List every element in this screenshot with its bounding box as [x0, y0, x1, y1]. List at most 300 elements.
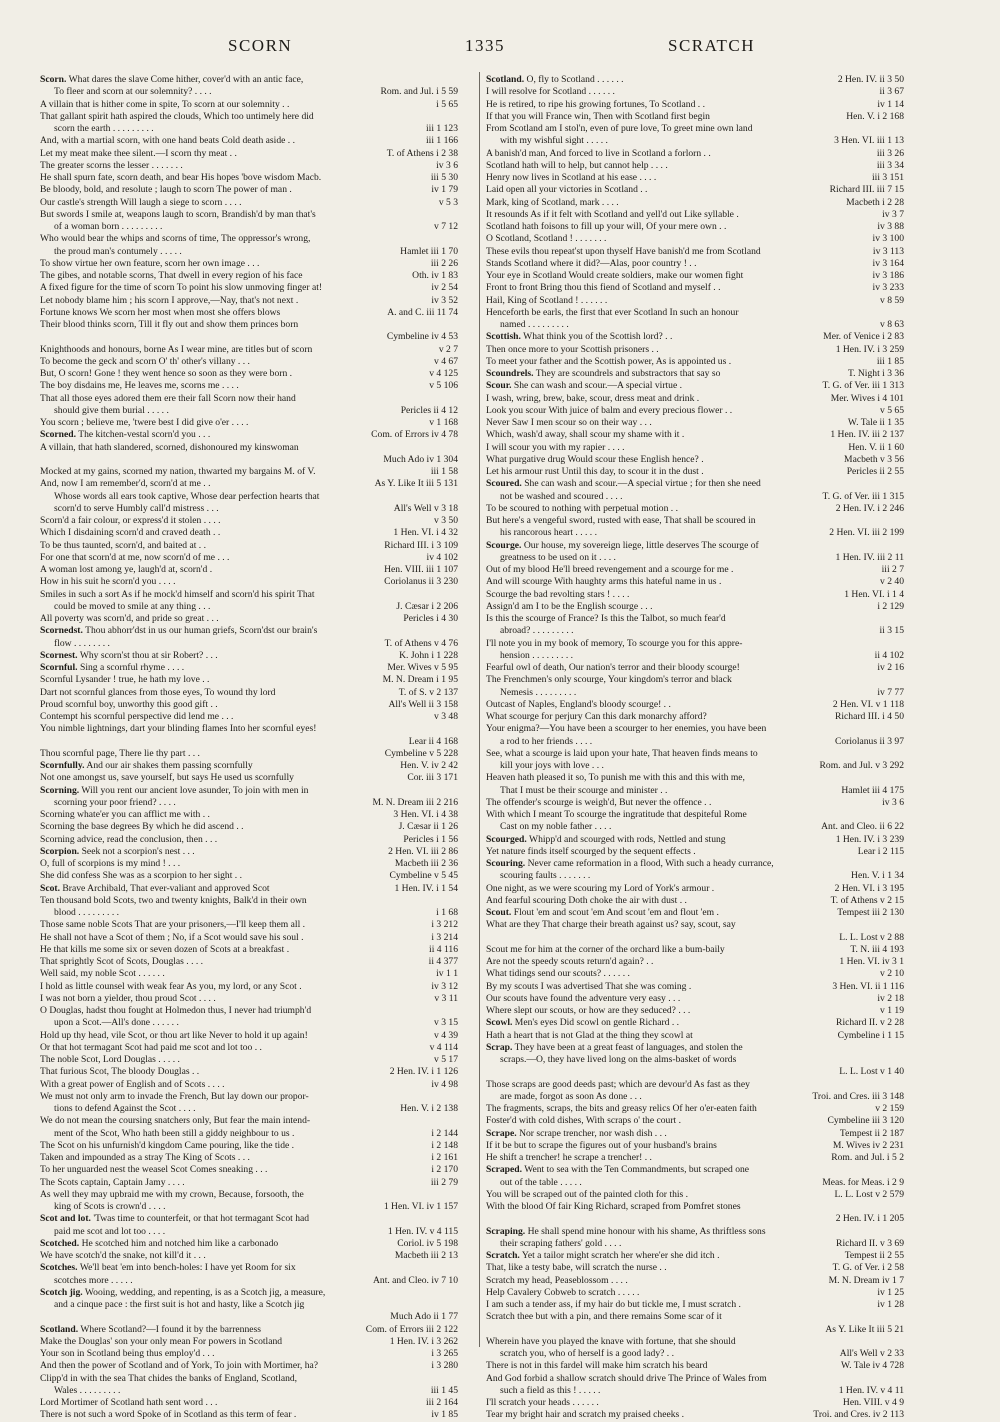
concordance-entry [486, 846, 904, 858]
concordance-entry [40, 368, 458, 380]
entry-line [486, 172, 656, 184]
concordance-entry [40, 772, 458, 784]
concordance-entry [486, 944, 904, 956]
play-reference: Hen. V. i 2 168 [843, 111, 904, 123]
entry-line [40, 344, 312, 356]
quotation-text: abroad? . . . . . . . . . [500, 625, 574, 637]
concordance-entry [486, 1177, 904, 1189]
quotation-text: A villain, that hath slandered, scorned, dishonoured my kinswoman [40, 441, 299, 453]
play-reference: 1 Hen. IV. v 4 115 [385, 1226, 458, 1238]
concordance-entry [486, 1397, 904, 1409]
concordance-entry [486, 135, 904, 147]
concordance-entry [486, 74, 904, 86]
quotation-text: blood . . . . . . . . . [54, 907, 120, 918]
headword: Scourge. [486, 539, 522, 551]
quotation-text: Scourge the bad revolting stars ! . . . . [486, 588, 630, 600]
quotation-text: flow . . . . . . . . [54, 637, 110, 649]
entry-line [486, 1287, 639, 1299]
entry-line [486, 981, 691, 993]
concordance-entry [486, 393, 904, 405]
concordance-entry [40, 515, 458, 527]
concordance-entry [40, 1201, 458, 1213]
play-reference: v 5 17 [431, 1054, 458, 1066]
concordance-entry [40, 258, 458, 270]
entry-line [500, 870, 590, 882]
quotation-text: The fragments, scraps, the bits and greasy relics Of her o'er-eaten faith [486, 1103, 757, 1114]
play-reference: ii 3 15 [876, 625, 904, 637]
entry-line [486, 1140, 717, 1152]
entry-line [40, 552, 229, 564]
headword: Scornfully. [40, 760, 85, 771]
concordance-entry [486, 454, 904, 466]
entry-line [40, 625, 317, 637]
play-reference: Hamlet iii 4 175 [838, 785, 904, 797]
quotation-text: such a field as this ! . . . . . [500, 1384, 601, 1396]
entry-line [40, 429, 210, 441]
headword: Scrape. [486, 1127, 517, 1139]
play-reference: 1 Hen. IV. i 3 259 [833, 344, 904, 356]
play-reference: Rom. and Jul. v 3 292 [817, 760, 904, 772]
quotation-text: of a woman born . . . . . . . . . [54, 221, 163, 232]
entry-line [500, 319, 569, 331]
quotation-text: Clipp'd in with the sea That chides the banks of England, Scotland, [40, 1372, 298, 1384]
concordance-entry [40, 1177, 458, 1189]
play-reference: 1 Hen. IV. iii 2 137 [827, 429, 904, 441]
play-reference: Troi. and Cres. iv 2 113 [810, 1409, 904, 1421]
play-reference: v 3 48 [431, 711, 458, 723]
entry-line [486, 846, 696, 858]
play-reference: W. Tale iv 4 728 [838, 1360, 904, 1372]
play-reference: Macbeth iii 2 36 [392, 858, 458, 870]
concordance-entry [486, 1164, 904, 1176]
headword: Scrap. [486, 1041, 513, 1053]
entry-line [486, 1164, 749, 1176]
concordance-entry [486, 86, 904, 98]
quotation-text: If it be but to scrape the figures out of your husband's brains [486, 1139, 717, 1151]
entry-line [486, 221, 726, 233]
concordance-entry [40, 919, 458, 931]
entry-line [40, 258, 259, 270]
quotation-text: A villain that is hither come in spite, To scorn at our solemnity . . [40, 98, 290, 110]
quotation-text: upon a Scot.—All's done . . . . . . [54, 1017, 179, 1029]
play-reference: Tempest ii 2 187 [837, 1128, 904, 1140]
concordance-entry [486, 405, 904, 417]
concordance-entry [40, 1189, 458, 1201]
concordance-entry [486, 956, 904, 968]
play-reference: v 5 65 [877, 405, 904, 417]
play-reference: v 1 168 [426, 417, 458, 429]
concordance-entry [40, 993, 458, 1005]
concordance-entry [486, 1409, 904, 1421]
quotation-text: A fixed figure for the time of scorn To point his slow unmoving finger at! [40, 282, 323, 294]
play-reference: T. of S. v 2 137 [396, 687, 458, 699]
concordance-entry [486, 356, 904, 368]
quotation-text: Contempt his scornful perspective did lend me . . . [40, 711, 234, 722]
entry-line [40, 956, 203, 968]
play-reference: 2 Hen. IV. i 1 126 [387, 1066, 458, 1078]
quotation-text: scorn the earth . . . . . . . . . [54, 123, 154, 134]
entry-line [500, 785, 667, 797]
quotation-text: Or that hot termagant Scot had paid me scot and lot too . . [40, 1041, 262, 1053]
play-reference: Pericles ii 4 12 [398, 405, 458, 417]
quotation-text: Stands Scotland where it did?—Alas, poor country ! . . [486, 257, 697, 269]
quotation-text: scorn'd to serve Humbly call'd mistress . . . [54, 502, 219, 514]
headword: Scornedst. [40, 625, 83, 637]
quotation-text: paid me scot and lot too . . . . [54, 1225, 166, 1237]
quotation-text: The noble Scot, Lord Douglas . . . . . [40, 1054, 180, 1065]
play-reference: Macbeth i 2 28 [843, 197, 904, 209]
quotation-text: I hold as little counsel with weak fear As you, my lord, or any Scot . [40, 980, 302, 992]
concordance-entry [40, 1066, 458, 1078]
entry-line [40, 993, 216, 1005]
concordance-entry [40, 748, 458, 760]
play-reference: i 2 161 [428, 1152, 458, 1164]
play-reference: iv 4 102 [424, 552, 458, 564]
quotation-text: Henry now lives in Scotland at his ease . . . . [486, 172, 657, 183]
play-reference: All's Well v 2 33 [837, 1348, 904, 1360]
headword: Scotland. [486, 74, 525, 85]
play-reference: 3 Hen. VI. i 4 38 [390, 809, 458, 821]
concordance-entry [486, 307, 904, 319]
play-reference: Pericles i 1 56 [400, 834, 458, 846]
quotation-text: And, now I am remember'd, scorn'd at me . . [40, 478, 211, 490]
concordance-entry [40, 1373, 458, 1385]
play-reference: i 5 65 [433, 99, 458, 111]
concordance-entry [40, 638, 458, 650]
entry-line [40, 1336, 282, 1348]
play-reference: i 2 144 [428, 1128, 458, 1140]
entry-line [486, 184, 647, 196]
play-reference: 1 Hen. IV. i 3 262 [387, 1336, 458, 1348]
play-reference: 2 Hen. VI. iii 2 199 [826, 527, 904, 539]
headword: Scotland. [40, 1323, 79, 1335]
play-reference: iii 1 58 [428, 466, 458, 478]
quotation-text: To be thus taunted, scorn'd, and baited at . . [40, 539, 206, 551]
play-reference: T. G. of Ver. iii 1 313 [820, 380, 904, 392]
entry-line [40, 1348, 215, 1360]
play-reference: ii 4 116 [426, 944, 458, 956]
entry-line [54, 1103, 196, 1115]
play-reference: M. N. Dream iv 1 7 [826, 1275, 904, 1287]
play-reference: T. G. of Ver. iii 1 315 [820, 491, 904, 503]
quotation-text: She can wash and scour.—A special virtue ; for then she need [524, 478, 761, 490]
quotation-text: scouring faults . . . . . . . [500, 870, 591, 882]
quotation-text: hension . . . . . . . . . [500, 649, 574, 661]
concordance-entry [486, 1017, 904, 1029]
quotation-text: scraps.—O, they have lived long on the alms-basket of words [500, 1054, 737, 1065]
entry-line [486, 1103, 757, 1115]
quotation-text: What scourge for perjury Can this dark monarchy afford? [486, 711, 707, 722]
quotation-text: Your eye in Scotland Would create soldiers, make our women fight [486, 270, 744, 281]
play-reference: Lear ii 4 168 [406, 736, 458, 748]
concordance-entry [486, 1189, 904, 1201]
quotation-text: Look you scour With juice of balm and every precious flower . . [486, 404, 733, 416]
quotation-text: Make the Douglas' son your only mean For powers in Scotland [40, 1335, 283, 1347]
concordance-entry [40, 1385, 458, 1397]
concordance-entry [40, 1287, 458, 1299]
entry-line [500, 1091, 642, 1103]
concordance-entry [486, 1299, 904, 1311]
entry-line [40, 233, 310, 245]
entry-line [486, 1336, 736, 1348]
play-reference: v 8 59 [877, 295, 904, 307]
quotation-text: One night, as we were scouring my Lord of York's armour . [486, 882, 715, 894]
quotation-text: And God forbid a shallow scratch should drive The Prince of Wales from [486, 1372, 767, 1384]
entry-line [486, 809, 747, 821]
concordance-entry [486, 919, 904, 931]
entry-line [486, 1226, 766, 1238]
entry-line [486, 233, 606, 245]
play-reference: v 4 125 [426, 368, 458, 380]
entry-line [40, 1373, 297, 1385]
play-reference: M. N. Dream iii 2 216 [369, 797, 458, 809]
concordance-entry [40, 99, 458, 111]
concordance-entry [486, 576, 904, 588]
entry-line [486, 160, 668, 172]
quotation-text: Smiles in such a sort As if he mock'd himself and scorn'd his spirit That [40, 588, 315, 600]
quotation-text: Front to front Bring thou this fiend of Scotland and myself . . [486, 282, 721, 294]
concordance-entry [486, 613, 904, 625]
entry-line [40, 160, 183, 172]
entry-line [40, 282, 322, 294]
concordance-entry [486, 1103, 904, 1115]
quotation-text: But, O scorn! Gone ! they went hence so soon as they were born . [40, 368, 293, 379]
quotation-text: These evils thou repeat'st upon thyself Have banish'd me from Scotland [486, 245, 761, 257]
entry-line [40, 613, 219, 625]
entry-line [486, 1360, 707, 1372]
quotation-text: Hold up thy head, vile Scot, or thou art like Never to hold it up again! [40, 1029, 308, 1041]
entry-line [486, 1275, 628, 1287]
entry-line [500, 527, 597, 539]
concordance-entry [486, 160, 904, 172]
concordance-entry [486, 515, 904, 527]
play-reference: Lear i 2 115 [855, 846, 904, 858]
play-reference: Hen. VIII. v 4 9 [840, 1397, 904, 1409]
entry-line [40, 197, 242, 209]
concordance-entry [40, 540, 458, 552]
play-reference: K. John i 1 228 [396, 650, 458, 662]
concordance-entry [40, 674, 458, 686]
play-reference: iv 3 100 [870, 233, 904, 245]
quotation-text: For one that scorn'd at me, now scorn'd of me . . . [40, 551, 230, 563]
concordance-entry [486, 1287, 904, 1299]
quotation-text: Men's eyes Did scowl on gentle Richard . . [514, 1017, 680, 1029]
quotation-text: Never Saw I men scour so on their way . . . [486, 417, 652, 428]
quotation-text: Ten thousand bold Scots, two and twenty knights, Balk'd in their own [40, 894, 307, 906]
entry-line [486, 380, 682, 392]
play-reference: iv 1 1 [433, 968, 458, 980]
quotation-text: not be washed and scoured . . . . [500, 490, 623, 502]
quotation-text: Brave Archibald, That ever-valiant and approved Scot [62, 882, 270, 894]
headword: Scourged. [486, 833, 527, 845]
concordance-entry [40, 527, 458, 539]
concordance-entry [486, 1079, 904, 1091]
concordance-entry [486, 246, 904, 258]
concordance-entry [40, 662, 458, 674]
concordance-entry [40, 307, 458, 319]
concordance-entry [486, 1360, 904, 1372]
play-reference: iv 3 233 [870, 282, 904, 294]
play-reference: Richard II. v 3 69 [833, 1238, 904, 1250]
concordance-entry [40, 1042, 458, 1054]
entry-line [486, 417, 652, 429]
play-reference: v 8 63 [877, 319, 904, 331]
quotation-text: The greater scorns the lesser . . . . . . . [40, 159, 183, 171]
entry-line [486, 74, 624, 86]
headword: Scoured. [486, 478, 522, 490]
quotation-text: their scraping fathers' gold . . . . [500, 1237, 622, 1249]
concordance-entry [486, 282, 904, 294]
quotation-text: There is not in this fardel will make him scratch his beard [486, 1360, 708, 1372]
entry-line [486, 1409, 684, 1421]
entry-line [40, 1152, 250, 1164]
quotation-text: Henceforth be earls, the first that ever Scotland In such an honour [486, 306, 739, 318]
entry-line [486, 968, 630, 980]
entry-line [500, 650, 573, 662]
play-reference: iv 1 28 [874, 1299, 904, 1311]
quotation-text: Whose words all ears took captive, Whose dear perfection hearts that [54, 490, 320, 502]
entry-line [40, 883, 270, 895]
entry-line [40, 1397, 217, 1409]
concordance-entry [486, 1042, 904, 1054]
quotation-text: With the blood Of fair King Richard, scraped from Pomfret stones [486, 1201, 741, 1212]
concordance-entry [486, 540, 904, 552]
concordance-entry [40, 809, 458, 821]
quotation-text: The kitchen-vestal scorn'd you . . . [78, 429, 211, 441]
play-reference: J. Cæsar ii 1 26 [396, 821, 458, 833]
entry-line [486, 478, 761, 490]
quotation-text: He shift a trencher! he scrape a trencher! . . [486, 1152, 652, 1163]
entry-line [486, 258, 697, 270]
concordance-entry [40, 380, 458, 392]
concordance-entry [40, 1103, 458, 1115]
quotation-text: What dares the slave Come hither, cover'd with an antic face, [68, 74, 304, 85]
quotation-text: If that you will France win, Then with Scotland first begin [486, 110, 710, 122]
entry-line [486, 993, 680, 1005]
concordance-entry [486, 674, 904, 686]
quotation-text: I will resolve for Scotland . . . . . . [486, 86, 615, 98]
entry-line [54, 405, 169, 417]
concordance-entry [486, 797, 904, 809]
concordance-entry [486, 1385, 904, 1397]
quotation-text: Mark, king of Scotland, mark . . . . [486, 196, 619, 208]
entry-line [40, 1324, 261, 1336]
entry-line [486, 1128, 667, 1140]
quotation-text: Well said, my noble Scot . . . . . . [40, 968, 165, 980]
entry-line [486, 503, 678, 515]
concordance-entry [40, 552, 458, 564]
play-reference: 1 Hen. IV. i 3 239 [833, 834, 904, 846]
quotation-text: Our castle's strength Will laugh a siege to scorn . . . . [40, 196, 242, 208]
quotation-text: Who would bear the whips and scorns of time, The oppressor's wrong, [40, 233, 311, 245]
play-reference: iv 3 113 [870, 246, 904, 258]
quotation-text: Never came reformation in a flood, With such a heady currance, [527, 858, 774, 869]
play-reference: 2 Hen. VI. iii 2 86 [385, 846, 458, 858]
concordance-entry [486, 723, 904, 735]
concordance-entry [40, 907, 458, 919]
play-reference: v 2 10 [877, 968, 904, 980]
quotation-text: That, like a testy babe, will scratch the nurse . . [486, 1262, 667, 1274]
headword: Scotches. [40, 1262, 78, 1274]
entry-line [40, 1140, 294, 1152]
quotation-text: king of Scots is crown'd . . . . [54, 1201, 166, 1212]
play-reference: i 3 212 [428, 919, 458, 931]
quotation-text: Cast on my noble father . . . . [500, 821, 612, 833]
quotation-text: A banish'd man, And forced to live in Scotland a forlorn . . [486, 147, 711, 159]
concordance-entry [486, 123, 904, 135]
entry-line [486, 368, 720, 380]
column-divider [479, 72, 480, 1347]
concordance-entry [40, 895, 458, 907]
play-reference: iv 2 18 [874, 993, 904, 1005]
entry-line [486, 883, 714, 895]
play-reference: 1 Hen. VI. iv 1 157 [381, 1201, 458, 1213]
play-reference: iv 4 98 [428, 1079, 458, 1091]
entry-line [486, 699, 671, 711]
play-reference: ii 4 377 [426, 956, 458, 968]
headword: Scorning. [40, 784, 80, 796]
play-reference: Coriolanus ii 3 230 [381, 576, 458, 588]
play-reference: Mer. of Venice i 2 83 [820, 331, 904, 343]
entry-line [500, 1348, 674, 1360]
concordance-entry [486, 625, 904, 637]
entry-line [40, 1079, 225, 1091]
entry-line [40, 111, 314, 123]
concordance-entry [40, 1348, 458, 1360]
quotation-text: Sing a scornful rhyme . . . . [80, 662, 185, 673]
play-reference: iv 2 16 [874, 662, 904, 674]
headword: Scottish. [486, 331, 521, 343]
headword: Scornful. [40, 662, 78, 673]
play-reference: i 3 280 [428, 1360, 458, 1372]
play-reference: T. Night i 3 36 [845, 368, 904, 380]
concordance-entry [486, 209, 904, 221]
concordance-entry [486, 1054, 904, 1066]
play-reference: v 5 106 [426, 380, 458, 392]
concordance-entry [40, 1324, 458, 1336]
entry-line [486, 797, 711, 809]
entry-line [40, 1287, 325, 1299]
concordance-entry [40, 699, 458, 711]
entry-line [486, 1189, 688, 1201]
quotation-text: By my scouts I was advertised That she was coming . [486, 980, 692, 992]
quotation-text: He scotched him and notched him like a carbonado [81, 1237, 279, 1249]
quotation-text: greatness to be used on it . . . . [500, 551, 616, 563]
play-reference: W. Tale ii 1 35 [845, 417, 904, 429]
entry-line [486, 858, 774, 870]
headword: Scornest. [40, 649, 78, 661]
entry-line [40, 540, 206, 552]
entry-line [486, 429, 684, 441]
concordance-entry [40, 956, 458, 968]
concordance-entry [40, 760, 458, 772]
entry-line [486, 123, 753, 135]
play-reference: Much Ado iv 1 304 [380, 454, 458, 466]
entry-line [500, 760, 604, 772]
concordance-entry [486, 711, 904, 723]
quotation-text: Scotland hath foisons to fill up your will, Of your mere own . . [486, 221, 727, 232]
concordance-entry [486, 184, 904, 196]
quotation-text: Let his armour rust Until this day, to scour it in the dust . [486, 466, 704, 477]
entry-line [486, 1262, 667, 1274]
quotation-text: I'll scratch your heads . . . . . . [486, 1397, 599, 1408]
concordance-entry [40, 221, 458, 233]
play-reference: As Y. Like It iii 5 21 [822, 1324, 904, 1336]
concordance-entry [40, 846, 458, 858]
quotation-text: Your enigma?—You have been a scourger to her enemies, you have been [486, 723, 767, 735]
quotation-text: The Scot on his unfurnish'd kingdom Came pouring, like the tide . [40, 1139, 295, 1151]
headword: Scoundrels. [486, 368, 534, 379]
